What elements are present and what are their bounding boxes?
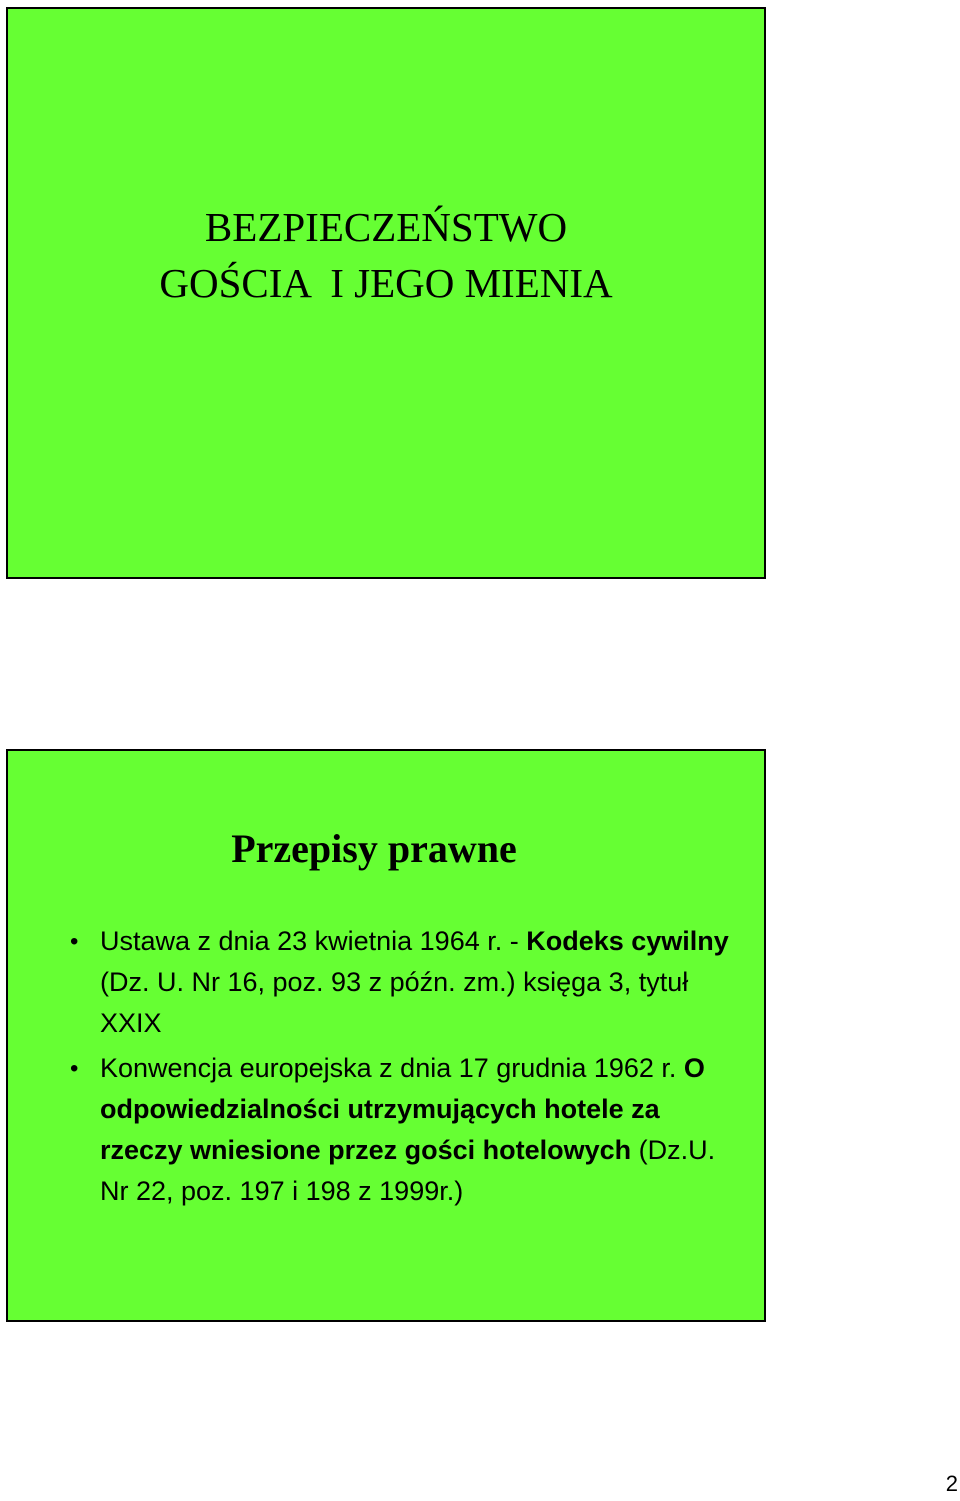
item-text: Konwencja europejska z dnia 17 grudnia 1962 r.	[100, 1053, 684, 1083]
slide-title	[6, 7, 766, 579]
item-bold-text: O odpowiedzialności utrzymujących hotele za rzeczy wniesione przez gości hotelowych	[100, 1053, 705, 1165]
bullet-icon: •	[70, 1055, 79, 1082]
item-text: (Dz. U. Nr 16, poz. 93 z późn. zm.) księga 3, tytuł XXIX	[100, 967, 689, 1038]
item-text: (Dz.U. Nr 22, poz. 197 i 198 z 1999r.)	[100, 1135, 716, 1206]
title-heading	[8, 199, 764, 311]
title-line-2: GOŚCIA I JEGO MIENIA	[159, 260, 613, 306]
title-line-1: BEZPIECZEŃSTWO	[204, 204, 568, 250]
item-text: Ustawa z dnia 23 kwietnia 1964 r. -	[100, 926, 527, 956]
slide-heading: Przepisy prawne	[231, 826, 517, 871]
item-bold-text: Kodeks cywilny	[526, 926, 729, 956]
list-item	[70, 921, 744, 1044]
page-number: 2	[945, 1471, 958, 1496]
bullet-icon: •	[70, 928, 79, 955]
slide-legal-regulations	[6, 749, 766, 1322]
list-item	[70, 1048, 744, 1212]
regulations-list	[70, 921, 744, 1216]
